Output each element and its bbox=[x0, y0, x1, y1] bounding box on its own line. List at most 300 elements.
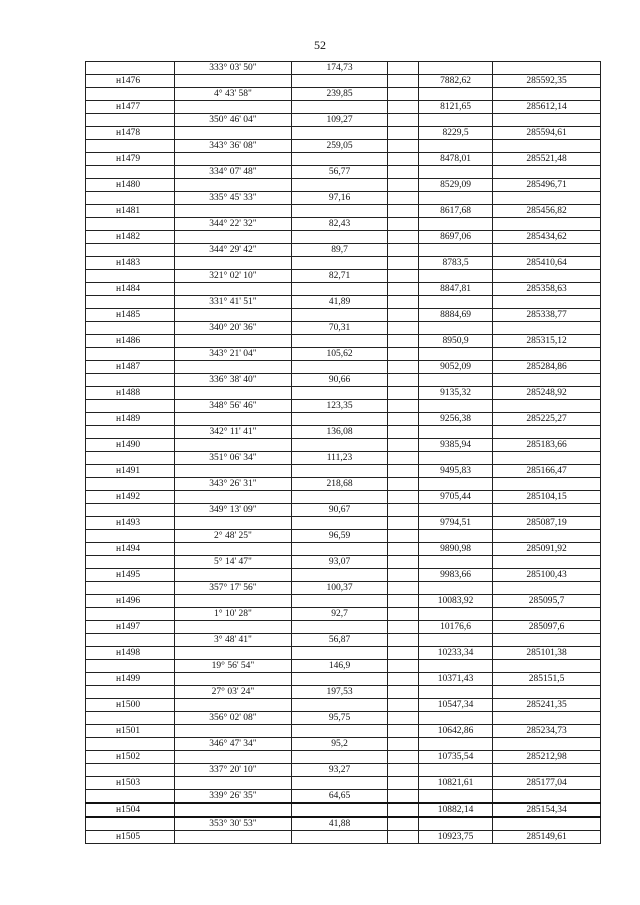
x-coordinate-cell bbox=[419, 686, 493, 699]
y-coordinate-cell: 285592,35 bbox=[493, 75, 601, 88]
x-coordinate-cell bbox=[419, 712, 493, 725]
point-cell bbox=[86, 374, 175, 387]
x-coordinate-cell: 10882,14 bbox=[419, 803, 493, 817]
distance-cell: 82,71 bbox=[292, 270, 388, 283]
point-row bbox=[86, 699, 601, 712]
segment-row bbox=[86, 478, 601, 491]
segment-row bbox=[86, 712, 601, 725]
direction-angle-cell bbox=[175, 831, 292, 844]
x-coordinate-cell: 8229,5 bbox=[419, 127, 493, 140]
spacer-cell bbox=[388, 595, 419, 608]
distance-cell bbox=[292, 283, 388, 296]
direction-angle-cell: 1° 10' 28" bbox=[175, 608, 292, 621]
point-cell bbox=[86, 790, 175, 804]
spacer-cell bbox=[388, 660, 419, 673]
distance-cell: 93,27 bbox=[292, 764, 388, 777]
x-coordinate-cell bbox=[419, 192, 493, 205]
spacer-cell bbox=[388, 322, 419, 335]
distance-cell: 105,62 bbox=[292, 348, 388, 361]
spacer-cell bbox=[388, 738, 419, 751]
point-row bbox=[86, 283, 601, 296]
spacer-cell bbox=[388, 517, 419, 530]
distance-cell: 41,89 bbox=[292, 296, 388, 309]
point-name-cell: н1503 bbox=[86, 777, 175, 790]
y-coordinate-cell: 285496,71 bbox=[493, 179, 601, 192]
point-cell bbox=[86, 738, 175, 751]
spacer-cell bbox=[388, 686, 419, 699]
spacer-cell bbox=[388, 751, 419, 764]
segment-row bbox=[86, 374, 601, 387]
direction-angle-cell bbox=[175, 205, 292, 218]
x-coordinate-cell: 9495,83 bbox=[419, 465, 493, 478]
spacer-cell bbox=[388, 608, 419, 621]
distance-cell: 82,43 bbox=[292, 218, 388, 231]
direction-angle-cell bbox=[175, 75, 292, 88]
y-coordinate-cell bbox=[493, 556, 601, 569]
point-cell bbox=[86, 426, 175, 439]
point-cell bbox=[86, 62, 175, 75]
segment-row bbox=[86, 764, 601, 777]
point-row bbox=[86, 153, 601, 166]
point-row bbox=[86, 387, 601, 400]
spacer-cell bbox=[388, 166, 419, 179]
y-coordinate-cell bbox=[493, 634, 601, 647]
spacer-cell bbox=[388, 712, 419, 725]
y-coordinate-cell bbox=[493, 478, 601, 491]
point-name-cell: н1484 bbox=[86, 283, 175, 296]
y-coordinate-cell bbox=[493, 322, 601, 335]
segment-row bbox=[86, 296, 601, 309]
spacer-cell bbox=[388, 790, 419, 804]
segment-row bbox=[86, 738, 601, 751]
distance-cell bbox=[292, 647, 388, 660]
distance-cell bbox=[292, 725, 388, 738]
spacer-cell bbox=[388, 153, 419, 166]
x-coordinate-cell bbox=[419, 530, 493, 543]
distance-cell bbox=[292, 699, 388, 712]
segment-row bbox=[86, 452, 601, 465]
distance-cell: 174,73 bbox=[292, 62, 388, 75]
direction-angle-cell: 348° 56' 46" bbox=[175, 400, 292, 413]
distance-cell: 146,9 bbox=[292, 660, 388, 673]
spacer-cell bbox=[388, 309, 419, 322]
distance-cell: 96,59 bbox=[292, 530, 388, 543]
point-row bbox=[86, 75, 601, 88]
point-name-cell: н1485 bbox=[86, 309, 175, 322]
spacer-cell bbox=[388, 127, 419, 140]
spacer-cell bbox=[388, 817, 419, 831]
y-coordinate-cell bbox=[493, 426, 601, 439]
direction-angle-cell: 334° 07' 48" bbox=[175, 166, 292, 179]
point-cell bbox=[86, 166, 175, 179]
spacer-cell bbox=[388, 335, 419, 348]
direction-angle-cell bbox=[175, 335, 292, 348]
y-coordinate-cell bbox=[493, 114, 601, 127]
spacer-cell bbox=[388, 75, 419, 88]
spacer-cell bbox=[388, 777, 419, 790]
x-coordinate-cell bbox=[419, 400, 493, 413]
point-row bbox=[86, 673, 601, 686]
spacer-cell bbox=[388, 439, 419, 452]
distance-cell bbox=[292, 751, 388, 764]
segment-row bbox=[86, 88, 601, 101]
y-coordinate-cell bbox=[493, 62, 601, 75]
direction-angle-cell bbox=[175, 725, 292, 738]
spacer-cell bbox=[388, 413, 419, 426]
spacer-cell bbox=[388, 283, 419, 296]
x-coordinate-cell: 8617,68 bbox=[419, 205, 493, 218]
y-coordinate-cell: 285594,61 bbox=[493, 127, 601, 140]
spacer-cell bbox=[388, 426, 419, 439]
distance-cell bbox=[292, 595, 388, 608]
y-coordinate-cell: 285521,48 bbox=[493, 153, 601, 166]
x-coordinate-cell: 9385,94 bbox=[419, 439, 493, 452]
x-coordinate-cell: 9794,51 bbox=[419, 517, 493, 530]
point-cell bbox=[86, 452, 175, 465]
point-name-cell: н1505 bbox=[86, 831, 175, 844]
distance-cell bbox=[292, 75, 388, 88]
point-name-cell: н1480 bbox=[86, 179, 175, 192]
point-row bbox=[86, 803, 601, 817]
distance-cell bbox=[292, 309, 388, 322]
spacer-cell bbox=[388, 257, 419, 270]
y-coordinate-cell: 285248,92 bbox=[493, 387, 601, 400]
point-name-cell: н1490 bbox=[86, 439, 175, 452]
coordinates-table-body bbox=[86, 62, 601, 844]
spacer-cell bbox=[388, 556, 419, 569]
direction-angle-cell bbox=[175, 673, 292, 686]
spacer-cell bbox=[388, 374, 419, 387]
x-coordinate-cell: 8697,06 bbox=[419, 231, 493, 244]
point-row bbox=[86, 517, 601, 530]
spacer-cell bbox=[388, 114, 419, 127]
point-name-cell: н1498 bbox=[86, 647, 175, 660]
distance-cell bbox=[292, 543, 388, 556]
x-coordinate-cell bbox=[419, 660, 493, 673]
point-row bbox=[86, 257, 601, 270]
y-coordinate-cell bbox=[493, 582, 601, 595]
point-row bbox=[86, 751, 601, 764]
segment-row bbox=[86, 400, 601, 413]
x-coordinate-cell bbox=[419, 218, 493, 231]
x-coordinate-cell bbox=[419, 166, 493, 179]
distance-cell bbox=[292, 153, 388, 166]
direction-angle-cell bbox=[175, 257, 292, 270]
spacer-cell bbox=[388, 831, 419, 844]
x-coordinate-cell bbox=[419, 322, 493, 335]
x-coordinate-cell bbox=[419, 348, 493, 361]
direction-angle-cell bbox=[175, 231, 292, 244]
direction-angle-cell: 5° 14' 47" bbox=[175, 556, 292, 569]
x-coordinate-cell bbox=[419, 270, 493, 283]
y-coordinate-cell: 285149,61 bbox=[493, 831, 601, 844]
segment-row bbox=[86, 504, 601, 517]
segment-row bbox=[86, 348, 601, 361]
direction-angle-cell: 343° 21' 04" bbox=[175, 348, 292, 361]
spacer-cell bbox=[388, 101, 419, 114]
point-row bbox=[86, 231, 601, 244]
point-cell bbox=[86, 400, 175, 413]
direction-angle-cell: 19° 56' 54" bbox=[175, 660, 292, 673]
direction-angle-cell: 356° 02' 08" bbox=[175, 712, 292, 725]
point-name-cell: н1476 bbox=[86, 75, 175, 88]
point-cell bbox=[86, 218, 175, 231]
spacer-cell bbox=[388, 205, 419, 218]
distance-cell bbox=[292, 335, 388, 348]
point-cell bbox=[86, 817, 175, 831]
y-coordinate-cell bbox=[493, 790, 601, 804]
direction-angle-cell: 333° 03' 50" bbox=[175, 62, 292, 75]
y-coordinate-cell bbox=[493, 504, 601, 517]
point-cell bbox=[86, 582, 175, 595]
distance-cell bbox=[292, 413, 388, 426]
distance-cell bbox=[292, 231, 388, 244]
x-coordinate-cell bbox=[419, 62, 493, 75]
x-coordinate-cell bbox=[419, 582, 493, 595]
distance-cell bbox=[292, 673, 388, 686]
direction-angle-cell: 344° 22' 32" bbox=[175, 218, 292, 231]
y-coordinate-cell: 285612,14 bbox=[493, 101, 601, 114]
y-coordinate-cell bbox=[493, 764, 601, 777]
distance-cell: 90,67 bbox=[292, 504, 388, 517]
distance-cell: 89,7 bbox=[292, 244, 388, 257]
direction-angle-cell: 357° 17' 56" bbox=[175, 582, 292, 595]
distance-cell: 64,65 bbox=[292, 790, 388, 804]
segment-row bbox=[86, 322, 601, 335]
distance-cell bbox=[292, 179, 388, 192]
point-name-cell: н1479 bbox=[86, 153, 175, 166]
x-coordinate-cell bbox=[419, 608, 493, 621]
direction-angle-cell bbox=[175, 803, 292, 817]
x-coordinate-cell: 9256,38 bbox=[419, 413, 493, 426]
direction-angle-cell: 342° 11' 41" bbox=[175, 426, 292, 439]
segment-row bbox=[86, 244, 601, 257]
y-coordinate-cell: 285166,47 bbox=[493, 465, 601, 478]
point-name-cell: н1499 bbox=[86, 673, 175, 686]
y-coordinate-cell: 285095,7 bbox=[493, 595, 601, 608]
direction-angle-cell: 339° 26' 35" bbox=[175, 790, 292, 804]
direction-angle-cell bbox=[175, 699, 292, 712]
y-coordinate-cell: 285234,73 bbox=[493, 725, 601, 738]
spacer-cell bbox=[388, 270, 419, 283]
x-coordinate-cell bbox=[419, 140, 493, 153]
direction-angle-cell bbox=[175, 595, 292, 608]
y-coordinate-cell: 285358,63 bbox=[493, 283, 601, 296]
distance-cell: 197,53 bbox=[292, 686, 388, 699]
direction-angle-cell bbox=[175, 439, 292, 452]
x-coordinate-cell bbox=[419, 556, 493, 569]
point-cell bbox=[86, 660, 175, 673]
distance-cell bbox=[292, 491, 388, 504]
point-row bbox=[86, 491, 601, 504]
direction-angle-cell bbox=[175, 283, 292, 296]
spacer-cell bbox=[388, 387, 419, 400]
point-cell bbox=[86, 712, 175, 725]
y-coordinate-cell: 285151,5 bbox=[493, 673, 601, 686]
point-name-cell: н1504 bbox=[86, 803, 175, 817]
y-coordinate-cell: 285087,19 bbox=[493, 517, 601, 530]
distance-cell bbox=[292, 127, 388, 140]
segment-row bbox=[86, 114, 601, 127]
y-coordinate-cell bbox=[493, 244, 601, 257]
point-row bbox=[86, 127, 601, 140]
x-coordinate-cell bbox=[419, 374, 493, 387]
point-name-cell: н1477 bbox=[86, 101, 175, 114]
x-coordinate-cell: 10083,92 bbox=[419, 595, 493, 608]
segment-row bbox=[86, 556, 601, 569]
x-coordinate-cell: 9052,09 bbox=[419, 361, 493, 374]
distance-cell: 95,2 bbox=[292, 738, 388, 751]
direction-angle-cell bbox=[175, 491, 292, 504]
segment-row bbox=[86, 62, 601, 75]
spacer-cell bbox=[388, 803, 419, 817]
direction-angle-cell: 335° 45' 33" bbox=[175, 192, 292, 205]
x-coordinate-cell: 10735,54 bbox=[419, 751, 493, 764]
y-coordinate-cell bbox=[493, 712, 601, 725]
direction-angle-cell bbox=[175, 309, 292, 322]
direction-angle-cell bbox=[175, 101, 292, 114]
segment-row bbox=[86, 790, 601, 804]
y-coordinate-cell: 285225,27 bbox=[493, 413, 601, 426]
y-coordinate-cell bbox=[493, 738, 601, 751]
spacer-cell bbox=[388, 764, 419, 777]
y-coordinate-cell: 285434,62 bbox=[493, 231, 601, 244]
distance-cell: 239,85 bbox=[292, 88, 388, 101]
point-cell bbox=[86, 296, 175, 309]
distance-cell: 92,7 bbox=[292, 608, 388, 621]
distance-cell: 56,87 bbox=[292, 634, 388, 647]
x-coordinate-cell bbox=[419, 426, 493, 439]
direction-angle-cell: 2° 48' 25" bbox=[175, 530, 292, 543]
point-row bbox=[86, 335, 601, 348]
x-coordinate-cell: 8121,65 bbox=[419, 101, 493, 114]
x-coordinate-cell: 10821,61 bbox=[419, 777, 493, 790]
direction-angle-cell: 351° 06' 34" bbox=[175, 452, 292, 465]
point-cell bbox=[86, 556, 175, 569]
point-cell bbox=[86, 192, 175, 205]
y-coordinate-cell bbox=[493, 166, 601, 179]
segment-row bbox=[86, 140, 601, 153]
y-coordinate-cell bbox=[493, 218, 601, 231]
direction-angle-cell: 321° 02' 10" bbox=[175, 270, 292, 283]
y-coordinate-cell: 285177,04 bbox=[493, 777, 601, 790]
y-coordinate-cell: 285241,35 bbox=[493, 699, 601, 712]
direction-angle-cell: 331° 41' 51" bbox=[175, 296, 292, 309]
y-coordinate-cell: 285097,6 bbox=[493, 621, 601, 634]
distance-cell: 56,77 bbox=[292, 166, 388, 179]
y-coordinate-cell bbox=[493, 88, 601, 101]
direction-angle-cell bbox=[175, 179, 292, 192]
direction-angle-cell: 343° 36' 08" bbox=[175, 140, 292, 153]
segment-row bbox=[86, 270, 601, 283]
spacer-cell bbox=[388, 725, 419, 738]
distance-cell bbox=[292, 205, 388, 218]
x-coordinate-cell bbox=[419, 634, 493, 647]
point-row bbox=[86, 101, 601, 114]
y-coordinate-cell bbox=[493, 686, 601, 699]
direction-angle-cell: 336° 38' 40" bbox=[175, 374, 292, 387]
distance-cell bbox=[292, 621, 388, 634]
x-coordinate-cell bbox=[419, 296, 493, 309]
point-name-cell: н1501 bbox=[86, 725, 175, 738]
distance-cell: 93,07 bbox=[292, 556, 388, 569]
spacer-cell bbox=[388, 478, 419, 491]
spacer-cell bbox=[388, 296, 419, 309]
point-row bbox=[86, 621, 601, 634]
y-coordinate-cell: 285101,38 bbox=[493, 647, 601, 660]
y-coordinate-cell bbox=[493, 452, 601, 465]
point-row bbox=[86, 205, 601, 218]
direction-angle-cell bbox=[175, 621, 292, 634]
point-name-cell: н1500 bbox=[86, 699, 175, 712]
x-coordinate-cell bbox=[419, 764, 493, 777]
y-coordinate-cell bbox=[493, 348, 601, 361]
point-name-cell: н1483 bbox=[86, 257, 175, 270]
y-coordinate-cell: 285212,98 bbox=[493, 751, 601, 764]
segment-row bbox=[86, 686, 601, 699]
segment-row bbox=[86, 530, 601, 543]
point-row bbox=[86, 777, 601, 790]
y-coordinate-cell: 285091,92 bbox=[493, 543, 601, 556]
x-coordinate-cell bbox=[419, 114, 493, 127]
x-coordinate-cell: 8884,69 bbox=[419, 309, 493, 322]
x-coordinate-cell bbox=[419, 478, 493, 491]
spacer-cell bbox=[388, 569, 419, 582]
x-coordinate-cell bbox=[419, 504, 493, 517]
point-row bbox=[86, 309, 601, 322]
y-coordinate-cell: 285315,12 bbox=[493, 335, 601, 348]
point-name-cell: н1487 bbox=[86, 361, 175, 374]
point-cell bbox=[86, 88, 175, 101]
spacer-cell bbox=[388, 452, 419, 465]
y-coordinate-cell bbox=[493, 296, 601, 309]
point-cell bbox=[86, 140, 175, 153]
distance-cell bbox=[292, 101, 388, 114]
spacer-cell bbox=[388, 348, 419, 361]
point-row bbox=[86, 569, 601, 582]
spacer-cell bbox=[388, 244, 419, 257]
y-coordinate-cell bbox=[493, 817, 601, 831]
x-coordinate-cell: 10923,75 bbox=[419, 831, 493, 844]
direction-angle-cell: 337° 20' 10" bbox=[175, 764, 292, 777]
point-name-cell: н1488 bbox=[86, 387, 175, 400]
point-name-cell: н1493 bbox=[86, 517, 175, 530]
point-name-cell: н1481 bbox=[86, 205, 175, 218]
x-coordinate-cell bbox=[419, 790, 493, 804]
spacer-cell bbox=[388, 673, 419, 686]
segment-row bbox=[86, 218, 601, 231]
y-coordinate-cell: 285154,34 bbox=[493, 803, 601, 817]
point-row bbox=[86, 595, 601, 608]
segment-row bbox=[86, 582, 601, 595]
y-coordinate-cell: 285104,15 bbox=[493, 491, 601, 504]
spacer-cell bbox=[388, 465, 419, 478]
distance-cell: 41,88 bbox=[292, 817, 388, 831]
segment-row bbox=[86, 192, 601, 205]
x-coordinate-cell bbox=[419, 452, 493, 465]
y-coordinate-cell: 285338,77 bbox=[493, 309, 601, 322]
spacer-cell bbox=[388, 699, 419, 712]
direction-angle-cell bbox=[175, 127, 292, 140]
x-coordinate-cell bbox=[419, 738, 493, 751]
point-name-cell: н1478 bbox=[86, 127, 175, 140]
x-coordinate-cell: 8529,09 bbox=[419, 179, 493, 192]
point-cell bbox=[86, 114, 175, 127]
distance-cell bbox=[292, 777, 388, 790]
y-coordinate-cell bbox=[493, 530, 601, 543]
distance-cell bbox=[292, 257, 388, 270]
point-cell bbox=[86, 478, 175, 491]
